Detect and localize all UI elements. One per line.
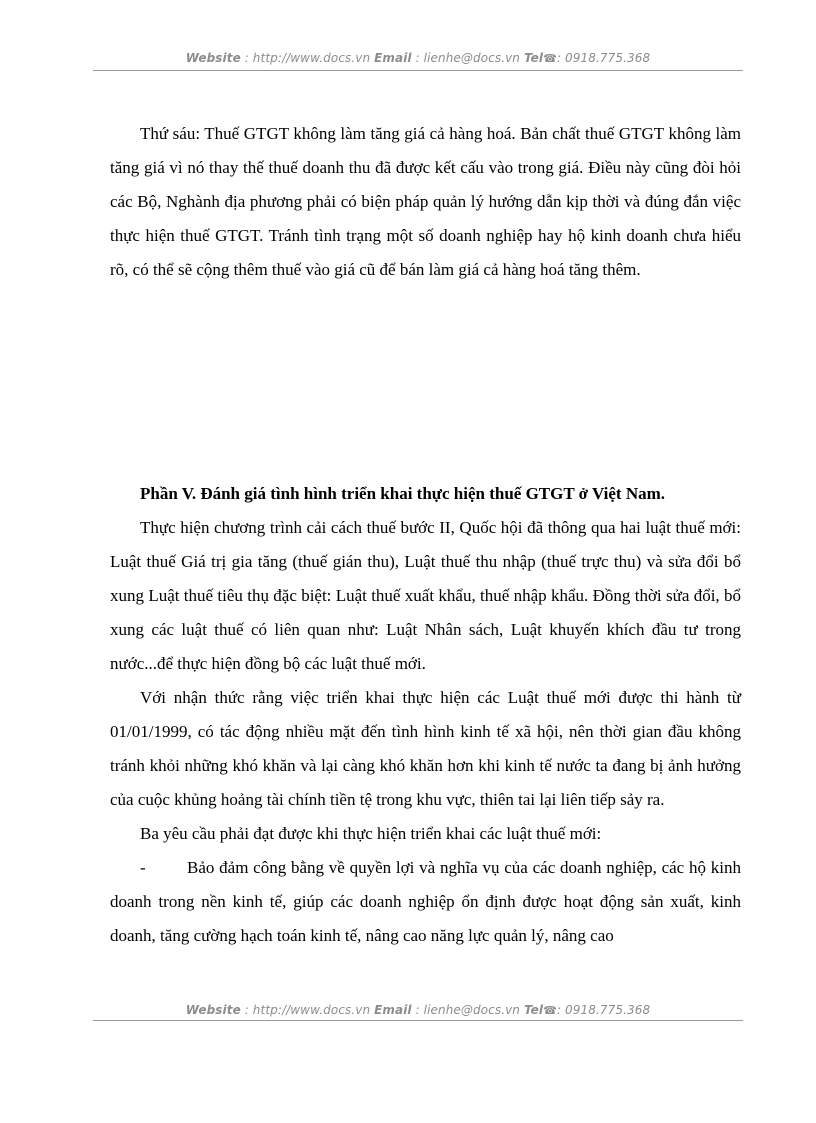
section-phan-v	[110, 477, 741, 953]
paragraph-cai-cach: Thực hiện chương trình cải cách thuế bước II, Quốc hội đã thông qua hai luật thuế mới: Luật thuế Giá trị gia tăng (thuế gián thu), Luật thuế thu nhập (thuế trực thu) và sửa đổi bổ xung Luật thuế tiêu thụ đặc biệt: Luật thuế xuất khẩu, thuế nhập khẩu. Đồng thời sửa đổi, bổ xung các luật thuế có liên quan như: Luật Nhân sách, Luật khuyến khích đầu tư trong nước...để thực hiện đồng bộ các luật thuế mới.	[110, 518, 741, 673]
page-footer	[93, 1003, 743, 1017]
body-section-top	[110, 117, 741, 287]
phone-icon: ☎	[543, 1004, 557, 1017]
page-header	[93, 51, 743, 65]
phone-icon: ☎	[543, 52, 557, 65]
header-email-link[interactable]: : lienhe@docs.vn	[415, 51, 521, 65]
header-tel-label: Tel	[523, 51, 544, 65]
header-tel-value: : 0918.775.368	[556, 51, 651, 65]
footer-tel-label: Tel	[523, 1003, 544, 1017]
header-website-link[interactable]: : http://www.docs.vn	[244, 51, 371, 65]
paragraph-nhan-thuc: Với nhận thức rằng việc triển khai thực hiện các Luật thuế mới được thi hành từ 01/01/1999, có tác động nhiều mặt đến tình hình kinh tế xã hội, nên thời gian đầu không tránh khỏi những khó khăn và lại càng khó khăn hơn khi kinh tế nước ta đang bị ảnh hưởng của cuộc khủng hoảng tài chính tiền tệ trong khu vực, thiên tai lại liên tiếp sảy ra.	[110, 688, 741, 809]
footer-website-link[interactable]: : http://www.docs.vn	[244, 1003, 371, 1017]
bullet-text: Bảo đảm công bằng về quyền lợi và nghĩa vụ của các doanh nghiệp, các hộ kinh doanh trong nền kinh tế, giúp các doanh nghiệp ổn định được hoạt động sản xuất, kinh doanh, tăng cường hạch toán kinh tế, nâng cao năng lực quản lý, nâng cao	[110, 858, 741, 945]
header-divider	[93, 70, 743, 71]
paragraph-ba-yeu-cau: Ba yêu cầu phải đạt được khi thực hiện triển khai các luật thuế mới:	[140, 824, 602, 843]
header-email-label: Email	[374, 51, 412, 65]
bullet-item	[110, 851, 741, 953]
bullet-marker: -	[140, 858, 146, 877]
footer-website-label: Website	[185, 1003, 241, 1017]
footer-divider	[93, 1020, 743, 1021]
footer-email-link[interactable]: : lienhe@docs.vn	[415, 1003, 521, 1017]
footer-email-label: Email	[374, 1003, 412, 1017]
paragraph-thu-sau: Thứ sáu: Thuế GTGT không làm tăng giá cả hàng hoá. Bản chất thuế GTGT không làm tăng giá vì nó thay thế thuế doanh thu đã được kết cấu vào trong giá. Điều này cũng đòi hỏi các Bộ, Nghành địa phương phải có biện pháp quản lý hướng dẫn kịp thời và đúng đắn việc thực hiện thuế GTGT. Tránh tình trạng một số doanh nghiệp hay hộ kinh doanh chưa hiểu rõ, có thể sẽ cộng thêm thuế vào giá cũ để bán làm giá cả hàng hoá tăng thêm.	[110, 124, 741, 279]
header-website-label: Website	[185, 51, 241, 65]
section-heading: Phần V. Đánh giá tình hình triển khai thực hiện thuế GTGT ở Việt Nam.	[140, 484, 666, 503]
footer-tel-value: : 0918.775.368	[556, 1003, 651, 1017]
